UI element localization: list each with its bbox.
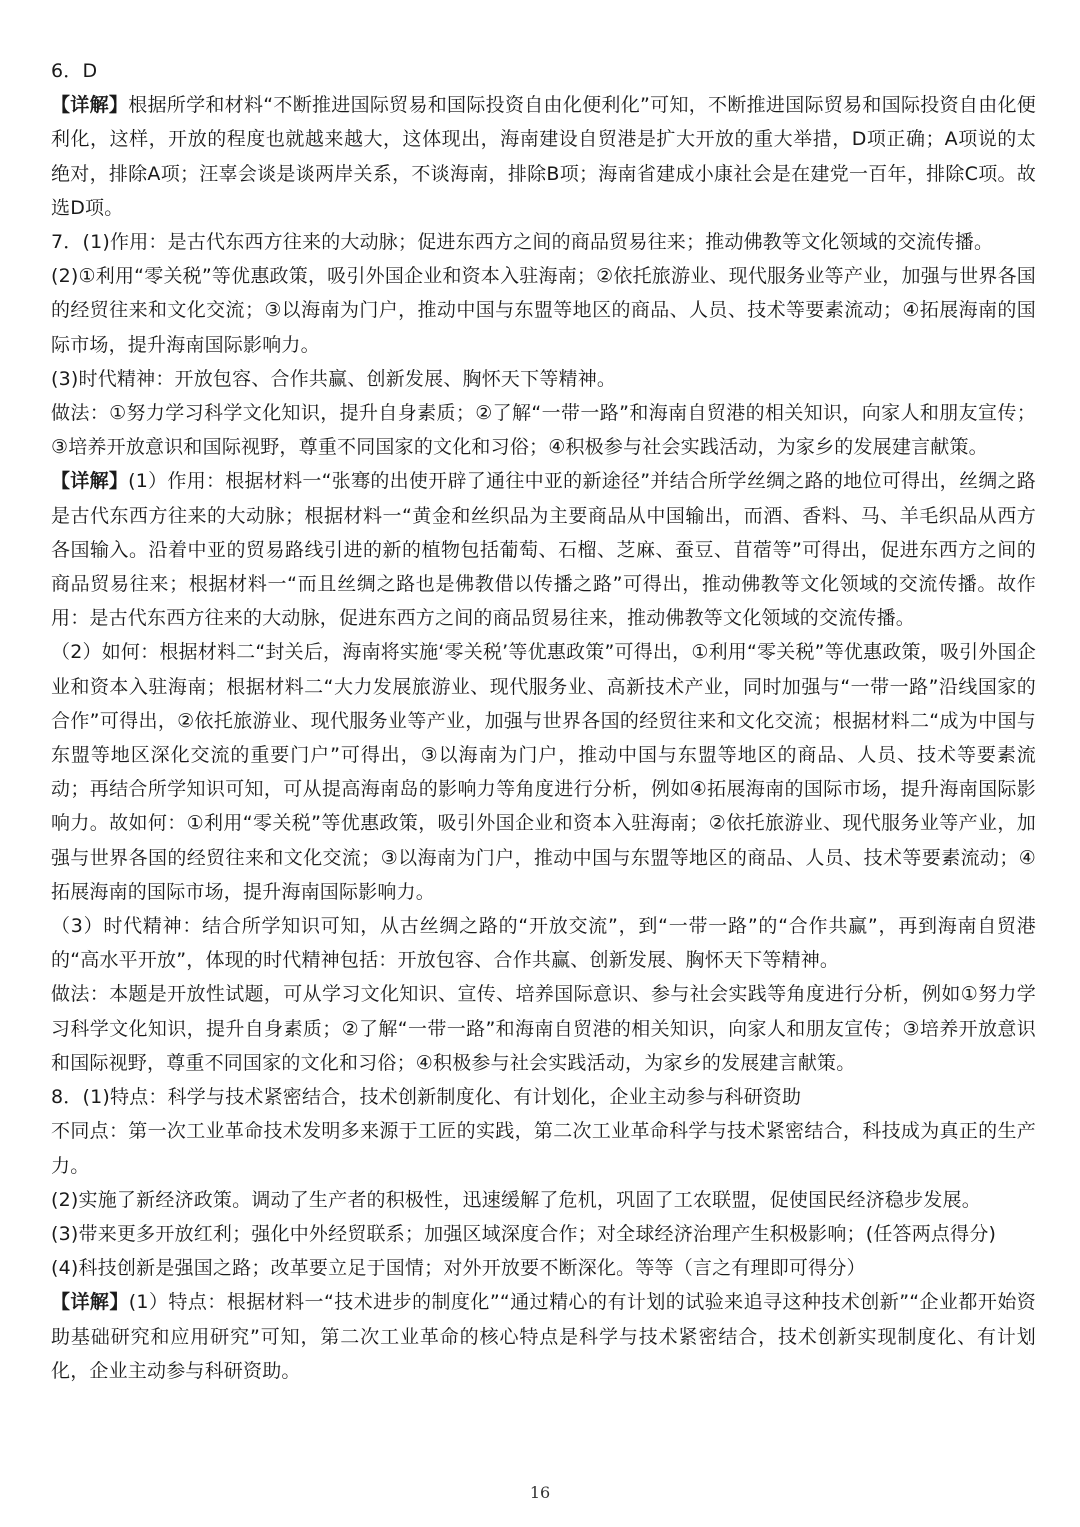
paragraph-7-2 xyxy=(51,259,1036,362)
paragraph-7-1 xyxy=(51,225,1036,259)
detail-tag: 【详解】 xyxy=(51,1291,129,1314)
paragraph-text: (1）特点：根据材料一“技术进步的制度化”“通过精心的有计划的试验来追寻这种技术创新”“企业都开始资助基础研究和应用研究”可知，第二次工业革命的核心特点是科学与技术紧密结合，技术创新实现制度化、有计划化，企业主动参与科研资助。 xyxy=(51,1291,1036,1382)
paragraph-7-detail-3 xyxy=(51,909,1036,977)
paragraph-text: （2）如何：根据材料二“封关后，海南将实施‘零关税’等优惠政策”可得出，①利用“零关税”等优惠政策，吸引外国企业和资本入驻海南；根据材料二“大力发展旅游业、现代服务业、高新技术产业，同时加强与“一带一路”沿线国家的合作”可得出，②依托旅游业、现代服务业等产业，加强与世界各国的经贸往来和文化交流；根据材料二“成为中国与东盟等地区深化交流的重要门户”可得出，③以海南为门户，推动中国与东盟等地区的商品、人员、技术等要素流动；再结合所学知识可知，可从提高海南岛的影响力等角度进行分析，例如④拓展海南的国际市场，提升海南国际影响力。故如何：①利用“零关税”等优惠政策，吸引外国企业和资本入驻海南；②依托旅游业、现代服务业等产业，加强与世界各国的经贸往来和文化交流；③以海南为门户，推动中国与东盟等地区的商品、人员、技术等要素流动；④拓展海南的国际市场，提升海南国际影响力。 xyxy=(51,641,1036,903)
paragraph-8-2 xyxy=(51,1183,1036,1217)
paragraph-text: 不同点：第一次工业革命技术发明多来源于工匠的实践，第二次工业革命科学与技术紧密结合，科技成为真正的生产力。 xyxy=(51,1120,1036,1177)
page-number: 16 xyxy=(529,1483,551,1502)
paragraph-text: 6．D xyxy=(51,60,98,82)
paragraph-7-method xyxy=(51,396,1036,464)
paragraph-text: （3）时代精神：结合所学知识可知，从古丝绸之路的“开放交流”，到“一带一路”的“合作共赢”，再到海南自贸港的“高水平开放”，体现的时代精神包括：开放包容、合作共赢、创新发展、胸怀天下等精神。 xyxy=(51,915,1036,972)
paragraph-text: (3)时代精神：开放包容、合作共赢、创新发展、胸怀天下等精神。 xyxy=(51,367,617,390)
paragraph-8-detail xyxy=(51,1285,1036,1388)
detail-tag: 【详解】 xyxy=(51,470,129,493)
paragraph-text: 做法：①努力学习科学文化知识，提升自身素质；②了解“一带一路”和海南自贸港的相关知识，向家人和朋友宣传；③培养开放意识和国际视野，尊重不同国家的文化和习俗；④积极参与社会实践活动，为家乡的发展建言献策。 xyxy=(51,402,1036,459)
paragraph-7-detail-1 xyxy=(51,464,1036,635)
paragraph-6-answer xyxy=(51,54,1036,88)
paragraph-7-3 xyxy=(51,362,1036,396)
paragraph-7-detail-2 xyxy=(51,635,1036,909)
answer-content xyxy=(51,54,1036,1388)
paragraph-text: 8．(1)特点：科学与技术紧密结合，技术创新制度化、有计划化，企业主动参与科研资助 xyxy=(51,1086,802,1109)
paragraph-8-3 xyxy=(51,1217,1036,1251)
paragraph-7-detail-method xyxy=(51,977,1036,1080)
paragraph-text: (2)①利用“零关税”等优惠政策，吸引外国企业和资本入驻海南；②依托旅游业、现代服务业等产业，加强与世界各国的经贸往来和文化交流；③以海南为门户，推动中国与东盟等地区的商品、人员、技术等要素流动；④拓展海南的国际市场，提升海南国际影响力。 xyxy=(51,265,1036,356)
paragraph-text: (3)带来更多开放红利；强化中外经贸联系；加强区域深度合作；对全球经济治理产生积极影响；(任答两点得分) xyxy=(51,1222,997,1245)
paragraph-text: (2)实施了新经济政策。调动了生产者的积极性，迅速缓解了危机，巩固了工农联盟，促使国民经济稳步发展。 xyxy=(51,1188,981,1211)
paragraph-text: (4)科技创新是强国之路；改革要立足于国情；对外开放要不断深化。等等（言之有理即可得分） xyxy=(51,1257,866,1280)
paragraph-8-4 xyxy=(51,1251,1036,1285)
detail-tag: 【详解】 xyxy=(51,94,129,117)
paragraph-8-difference xyxy=(51,1114,1036,1182)
paragraph-text: (1）作用：根据材料一“张骞的出使开辟了通往中亚的新途径”并结合所学丝绸之路的地位可得出，丝绸之路是古代东西方往来的大动脉；根据材料一“黄金和丝织品为主要商品从中国输出，而酒、香料、马、羊毛织品从西方各国输入。沿着中亚的贸易路线引进的新的植物包括葡萄、石榴、芝麻、蚕豆、苜蓿等”可得出，促进东西方之间的商品贸易往来；根据材料一“而且丝绸之路也是佛教借以传播之路”可得出，推动佛教等文化领域的交流传播。故作用：是古代东西方往来的大动脉，促进东西方之间的商品贸易往来，推动佛教等文化领域的交流传播。 xyxy=(51,470,1036,630)
paragraph-text: 做法：本题是开放性试题，可从学习文化知识、宣传、培养国际意识、参与社会实践等角度进行分析，例如①努力学习科学文化知识，提升自身素质；②了解“一带一路”和海南自贸港的相关知识，向家人和朋友宣传；③培养开放意识和国际视野，尊重不同国家的文化和习俗；④积极参与社会实践活动，为家乡的发展建言献策。 xyxy=(51,983,1036,1074)
paragraph-8-1 xyxy=(51,1080,1036,1114)
paragraph-6-detail xyxy=(51,88,1036,225)
paragraph-text: 7．(1)作用：是古代东西方往来的大动脉；促进东西方之间的商品贸易往来；推动佛教等文化领域的交流传播。 xyxy=(51,231,994,254)
paragraph-text: 根据所学和材料“不断推进国际贸易和国际投资自由化便利化”可知，不断推进国际贸易和国际投资自由化便利化，这样，开放的程度也就越来越大，这体现出，海南建设自贸港是扩大开放的重大举措，D项正确；A项说的太绝对，排除A项；汪辜会谈是谈两岸关系，不谈海南，排除B项；海南省建成小康社会是在建党一百年，排除C项。故选D项。 xyxy=(51,94,1036,219)
